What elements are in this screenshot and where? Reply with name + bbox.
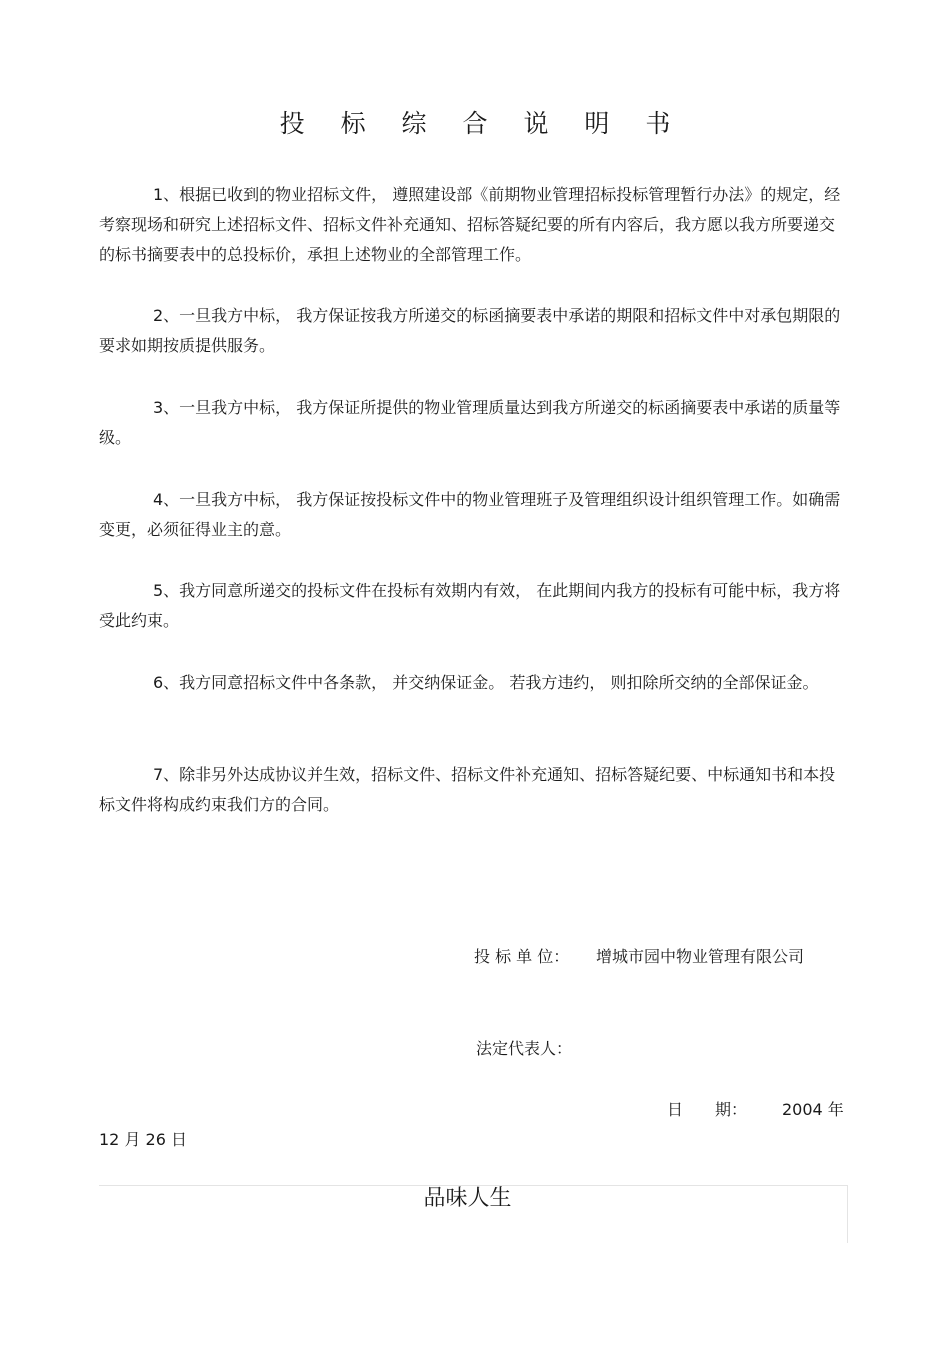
date-year: 2004 年 <box>782 1100 844 1119</box>
paragraph-7: 7、除非另外达成协议并生效，招标文件、招标文件补充通知、招标答疑纪要、中标通知书和本投标文件将构成约束我们方的合同。 <box>99 765 836 814</box>
paragraph-4: 4、一旦我方中标， 我方保证按投标文件中的物业管理班子及管理组织设计组织管理工作。如确需变更，必须征得业主的意。 <box>99 490 841 539</box>
bidder-name: 增城市园中物业管理有限公司 <box>596 947 805 966</box>
document-title: 投 标 综 合 说 明 书 <box>279 109 685 138</box>
footer-slogan: 品味人生 <box>423 1186 512 1211</box>
paragraph-6: 6、我方同意招标文件中各条款， 并交纳保证金。 若我方违约， 则扣除所交纳的全部保证金。 <box>153 673 819 692</box>
paragraph-5: 5、我方同意所递交的投标文件在投标有效期内有效， 在此期间内我方的投标有可能中标，我方将受此约束。 <box>99 581 841 630</box>
paragraph-1: 1、根据已收到的物业招标文件， 遵照建设部《前期物业管理招标投标管理暂行办法》的规定，经考察现场和研究上述招标文件、招标文件补充通知、招标答疑纪要的所有内容后，我方愿以我方所要递交的标书摘要表中的总投标价，承担上述物业的全部管理工作。 <box>99 185 841 264</box>
date-label: 日 期： <box>667 1100 748 1119</box>
bidder-label: 投 标 单 位： <box>474 947 570 966</box>
legal-representative-label: 法定代表人： <box>476 1039 573 1058</box>
paragraph-3: 3、一旦我方中标， 我方保证所提供的物业管理质量达到我方所递交的标函摘要表中承诺的质量等级。 <box>99 398 841 447</box>
date-month-day: 12 月 26 日 <box>99 1130 187 1149</box>
paragraph-2: 2、一旦我方中标， 我方保证按我方所递交的标函摘要表中承诺的期限和招标文件中对承包期限的要求如期按质提供服务。 <box>99 306 841 355</box>
